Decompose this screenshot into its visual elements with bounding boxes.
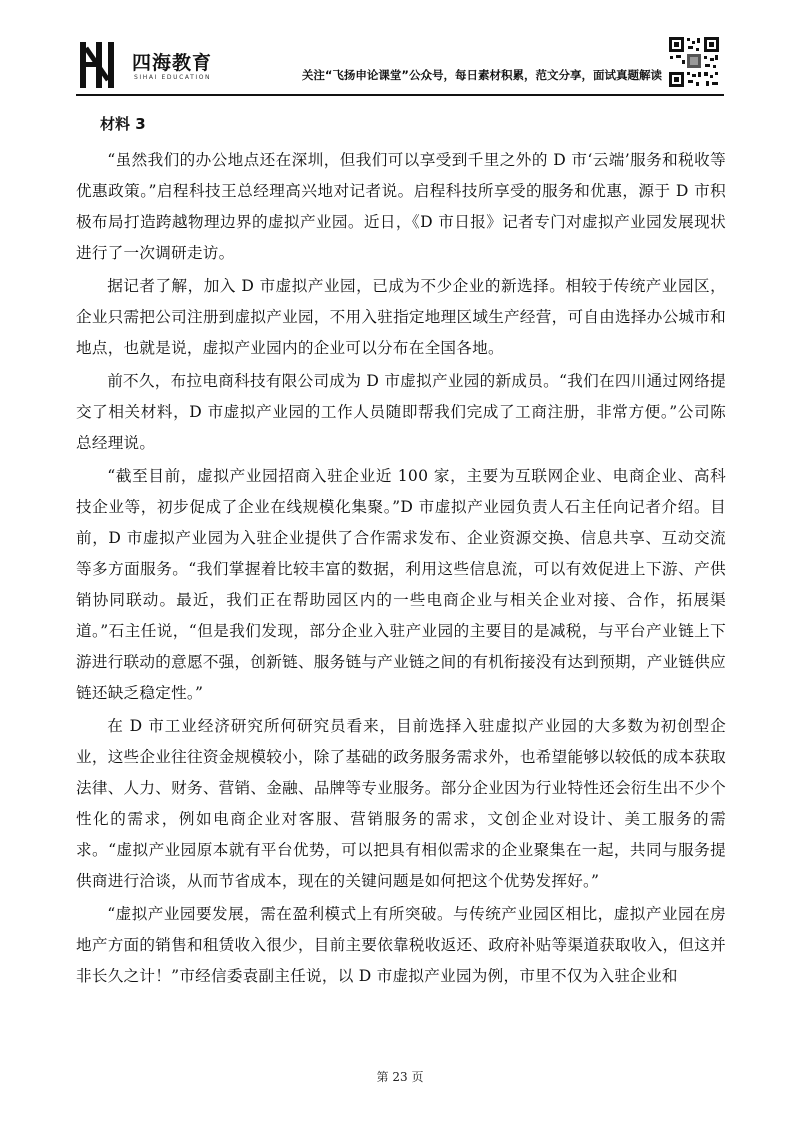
page-number: 第 23 页 (376, 1070, 424, 1084)
logo-subtitle: SIHAI EDUCATION (134, 74, 212, 81)
paragraph: “截至目前，虚拟产业园招商入驻企业近 100 家，主要为互联网企业、电商企业、高科技企业等，初步促成了企业在线规模化集聚。”D 市虚拟产业园负责人石主任向记者介绍。目前，D 市虚拟产业园为入驻企业提供了合作需求发布、企业资源交换、信息共享、互动交流等多方面服务。“我们掌握着比较丰富的数据，利用这些信息流，可以有效促进上下游、产供销协同联动。最近，我们正在帮助园区内的一些电商企业与相关企业对接、合作，拓展渠道。”石主任说，“但是我们发现，部分企业入驻产业园的主要目的是减税，与平台产业链上下游进行联动的意愿不强，创新链、服务链与产业链之间的有机衔接没有达到预期，产业链供应链还缺乏稳定性。” (76, 467, 726, 702)
paragraph: 前不久，布拉电商科技有限公司成为 D 市虚拟产业园的新成员。“我们在四川通过网络提交了相关材料，D 市虚拟产业园的工作人员随即帮我们完成了工商注册，非常方便。”公司陈总经理说。 (76, 372, 726, 452)
page-header (0, 0, 800, 100)
section-title: 材料 3 (100, 115, 146, 133)
qr-code-icon (668, 36, 720, 88)
brand-logo (78, 40, 228, 92)
document-body (76, 112, 726, 994)
paragraph: “虚拟产业园要发展，需在盈利模式上有所突破。与传统产业园区相比，虚拟产业园在房地产方面的销售和租赁收入很少，目前主要依靠税收返还、政府补贴等渠道获取收入，但这并非长久之计！”市经信委袁副主任说，以 D 市虚拟产业园为例，市里不仅为入驻企业和 (76, 905, 726, 985)
sihai-logo-icon (78, 40, 122, 90)
header-rule (76, 94, 724, 96)
logo-name: 四海教育 (132, 52, 213, 74)
paragraph: 在 D 市工业经济研究所何研究员看来，目前选择入驻虚拟产业园的大多数为初创型企业，这些企业往往资金规模较小，除了基础的政务服务需求外，也希望能够以较低的成本获取法律、人力、财务、营销、金融、品牌等专业服务。部分企业因为行业特性还会衍生出不少个性化的需求，例如电商企业对客服、营销服务的需求，文创企业对设计、美工服务的需求。“虚拟产业园原本就有平台优势，可以把具有相似需求的企业聚集在一起，共同与服务提供商进行洽谈，从而节省成本，现在的关键问题是如何把这个优势发挥好。” (76, 717, 726, 890)
paragraph: “虽然我们的办公地点还在深圳，但我们可以享受到千里之外的 D 市‘云端’服务和税收等优惠政策。”启程科技王总经理高兴地对记者说。启程科技所享受的服务和优惠，源于 D 市积极布局打造跨越物理边界的虚拟产业园。近日，《D 市日报》记者专门对虚拟产业园发展现状进行了一次调研走访。 (76, 151, 726, 262)
paragraph: 据记者了解，加入 D 市虚拟产业园，已成为不少企业的新选择。相较于传统产业园区，企业只需把公司注册到虚拟产业园，不用入驻指定地理区域生产经营，可自由选择办公城市和地点，也就是说，虚拟产业园内的企业可以分布在全国各地。 (76, 277, 726, 357)
header-slogan: 关注“飞扬申论课堂”公众号，每日素材积累，范文分享，面试真题解读 (301, 68, 662, 82)
